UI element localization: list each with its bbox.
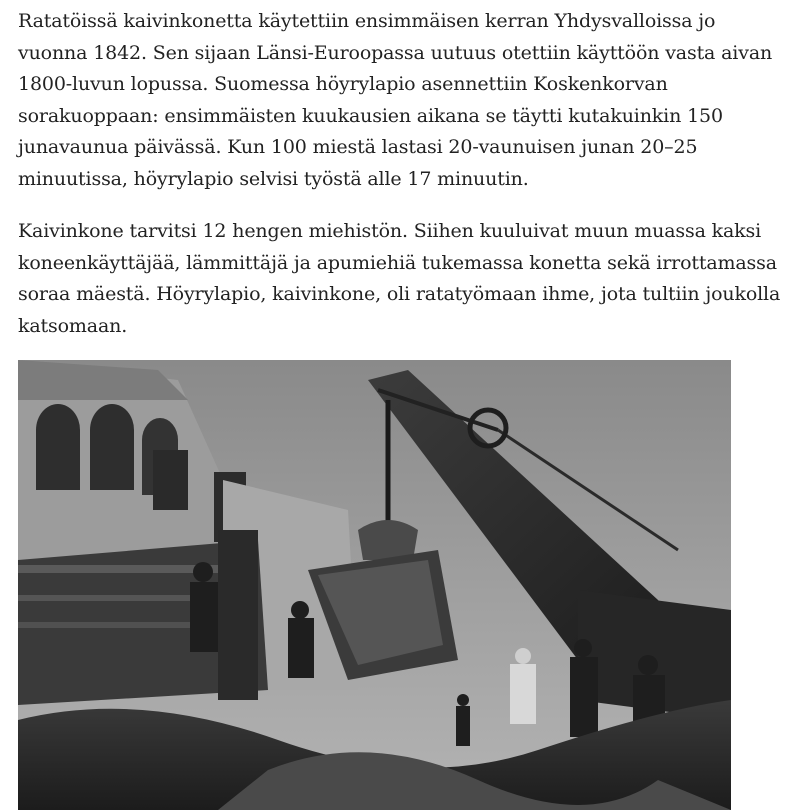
steam-shovel-photo bbox=[18, 360, 731, 810]
paragraph-history: Ratatöissä kaivinkonetta käytettiin ensimmäisen kerran Yhdysvalloissa jo vuonna 1842. Sen sijaan Länsi-Euroopassa uutuus otettiin käyttöön vasta aivan 1800-luvun lopussa. Suomessa höyrylapio asennettiin Koskenkorvan sorakuoppaan: ensimmäisten kuukausien aikana se täytti kutakuinkin 150 junavaunua päivässä. Kun 100 miestä lastasi 20-vaunuisen junan 20–25 minuutissa, höyrylapio selvisi työstä alle 17 minuutin. bbox=[18, 10, 773, 190]
article-body bbox=[18, 0, 788, 342]
steam-shovel-illustration bbox=[18, 360, 731, 810]
paragraph-crew: Kaivinkone tarvitsi 12 hengen miehistön. Siihen kuuluivat muun muassa kaksi koneenkäyttäjää, lämmittäjä ja apumiehiä tukemassa konetta sekä irrottamassa soraa mäestä. Höyrylapio, kaivinkone, oli ratatyömaan ihme, jota tultiin joukolla katsomaan. bbox=[18, 220, 781, 337]
